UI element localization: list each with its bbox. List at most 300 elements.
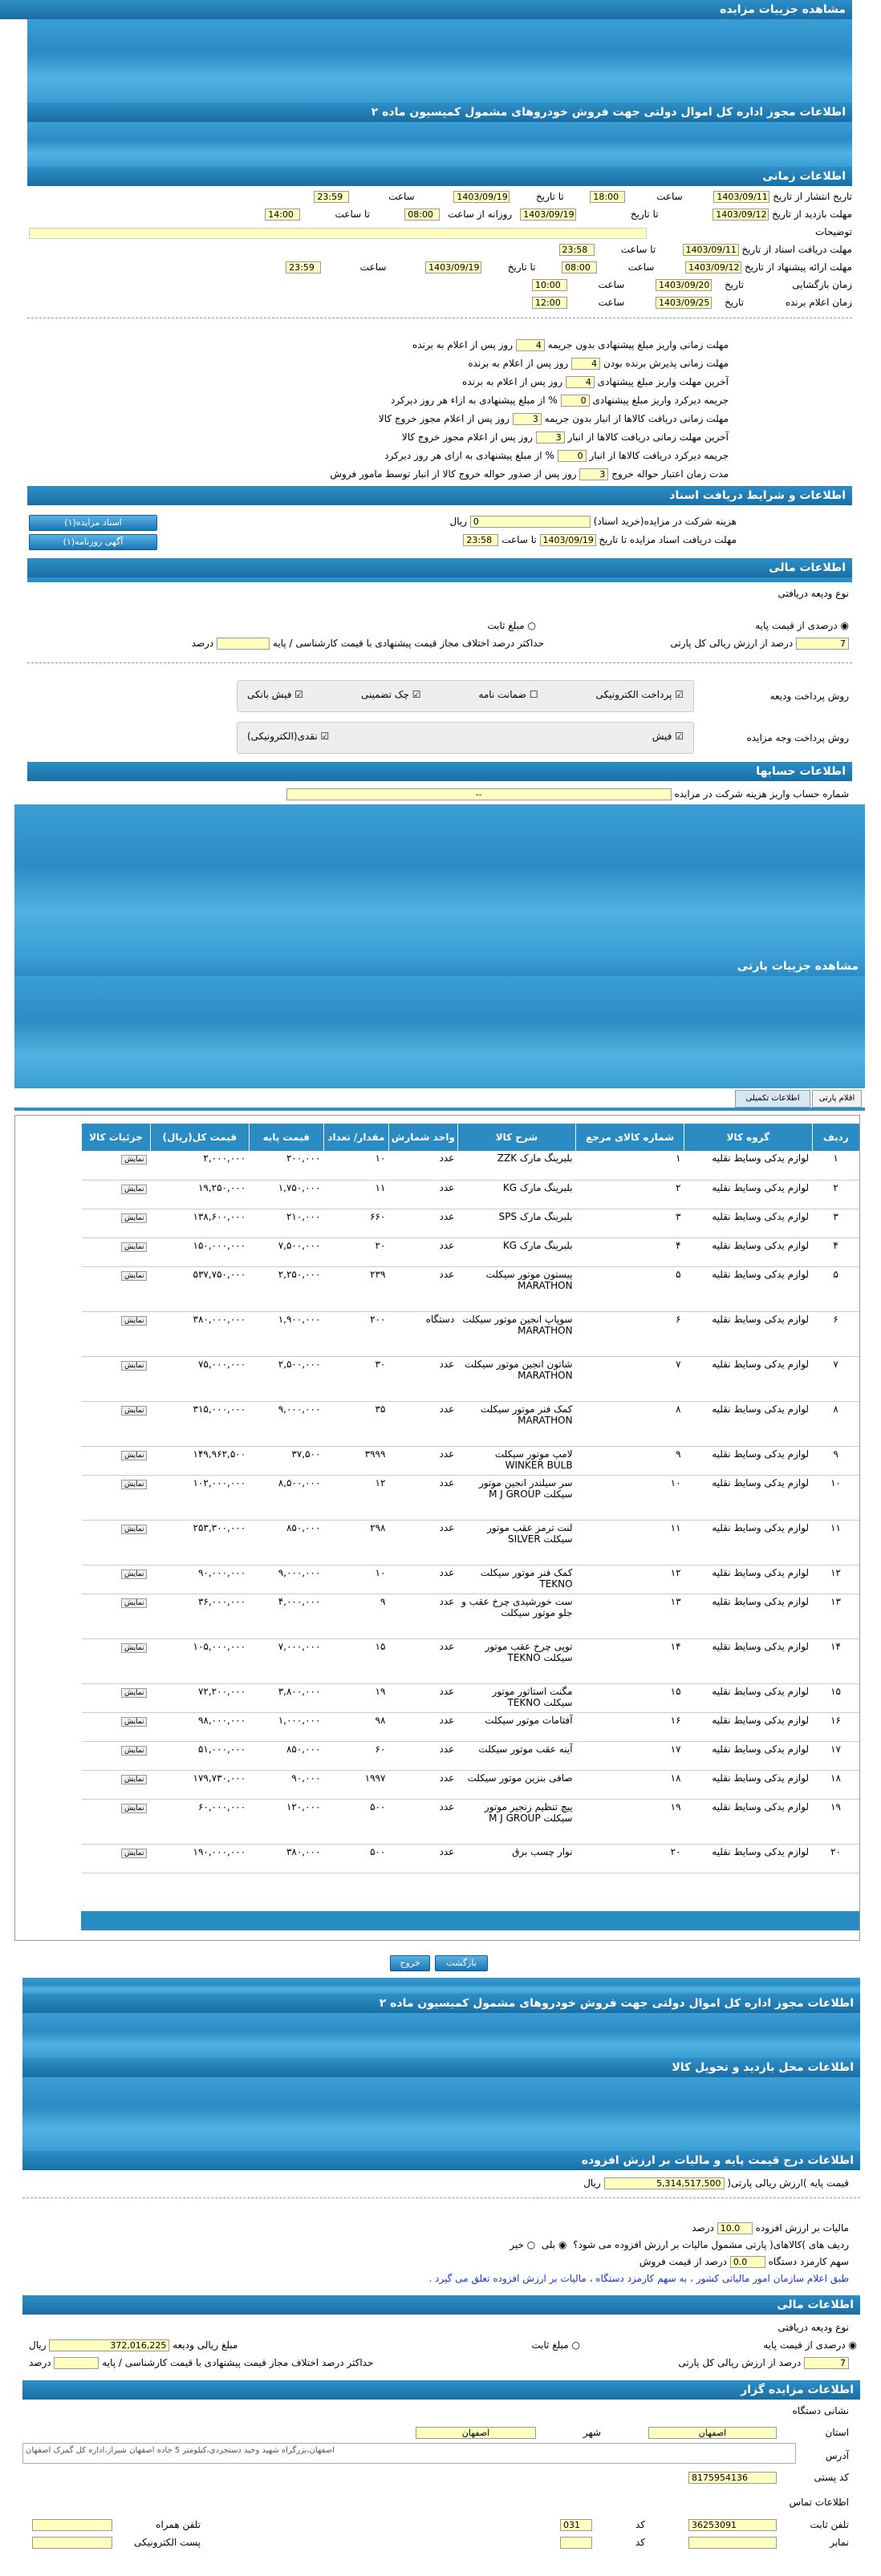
fax-row: نمابر کد (560, 2534, 849, 2550)
city-field[interactable]: اصفهان (416, 2427, 536, 2439)
table-cell: ۳,۸۰۰,۰۰۰ (249, 1683, 323, 1712)
table-cell: عدد (388, 1475, 457, 1520)
column-header: شماره کالای مرجع (576, 1124, 684, 1151)
table-row (82, 1844, 860, 1873)
table-cell: ۱۷۹,۷۳۰,۰۰۰ (150, 1770, 249, 1799)
show-details-button[interactable]: نمایش (121, 1451, 147, 1460)
rule-label: جریمه دیرکرد دریافت کالاها از انبار (589, 450, 729, 461)
show-details-button[interactable]: نمایش (121, 1242, 147, 1252)
deposit-type2-label: نوع ودیعه دریافتی (777, 2322, 849, 2333)
table-row (82, 1520, 860, 1565)
show-details-button[interactable]: نمایش (121, 1480, 147, 1489)
doc-deadline-time-field[interactable]: 23:58 (463, 534, 498, 546)
deposit-percent-row: ◉ درصدی از قیمت پایه (755, 620, 849, 631)
publish-to-time-field[interactable]: 23:59 (314, 191, 349, 203)
deposit-diff-row: حداکثر درصد اختلاف مجاز قیمت پیشنهادی با قیمت کارشناسی / پایه درصد (191, 638, 544, 649)
winner-date-field[interactable]: 1403/09/25 (656, 297, 712, 309)
docs-from-field[interactable]: 1403/09/11 (683, 244, 739, 256)
table-cell: ۲ (576, 1180, 684, 1209)
section-header-conditions: اطلاعات و شرایط دریافت اسناد (27, 486, 852, 505)
table-cell: ۱۴۹,۹۶۲,۵۰۰ (150, 1446, 249, 1475)
deposit2-percent-field[interactable]: 7 (804, 2357, 849, 2369)
tab-extra-info[interactable]: اطلاعات تکمیلی (735, 1090, 810, 1108)
show-details-button[interactable]: نمایش (121, 1185, 147, 1194)
table-cell: کمک فنر موتور سیکلت MARATHON (457, 1401, 575, 1446)
table-cell: سر سیلندر انجین موتور سیکلت M J GROUP (457, 1475, 575, 1520)
lower-top-bar (22, 1978, 860, 1994)
table-cell: ۹ (323, 1594, 388, 1638)
tab-party-items[interactable]: اقلام پارتی (812, 1090, 862, 1108)
deposit2-amount-row: مبلغ ریالی ودیعه 372,016,225 ریال (29, 2339, 238, 2351)
rule-suffix: روز پس از صدور حواله خروج کالا از انبار توسط مامور فروش (330, 468, 577, 480)
rule-suffix: روز پس از اعلام به برنده (462, 376, 563, 387)
table-cell: ۱ (576, 1151, 684, 1180)
table-cell: ۱۹۰,۰۰۰,۰۰۰ (150, 1844, 249, 1873)
base-price-field[interactable]: 5,314,517,500 (604, 2177, 725, 2189)
rule-value-field[interactable]: 3 (513, 413, 542, 425)
address-row: آدرس (825, 2450, 849, 2461)
goods-table (81, 1124, 859, 1873)
vat-include-row: ردیف های )کالاهای( پارتی مشمول مالیات بر ارزش افزوده می شود؟ ◉ بلی ○ خیر (510, 2239, 849, 2250)
doc-fee-row: هزینه شرکت در مزایده(خرید اسناد) 0 ریال (449, 516, 737, 527)
desc-row: توضیحات (814, 226, 852, 237)
table-cell: پیستون موتور سیکلت MARATHON (457, 1266, 575, 1311)
table-cell: لوازم یدکی وسایط نقلیه (684, 1594, 813, 1638)
detail-cell (82, 1741, 151, 1770)
detail-cell (82, 1638, 151, 1683)
table-row (82, 1683, 860, 1712)
goods-table-panel (14, 1115, 860, 1941)
show-details-button[interactable]: نمایش (121, 1316, 147, 1326)
table-cell: لوازم یدکی وسایط نقلیه (684, 1475, 813, 1520)
table-row (82, 1594, 860, 1638)
table-cell: مگنت استاتور موتور سیکلت TEKNO (457, 1683, 575, 1712)
deposit2-diff-field[interactable] (54, 2357, 99, 2369)
table-cell: عدد (388, 1356, 457, 1401)
detail-cell (82, 1770, 151, 1799)
rule-value-field[interactable]: 3 (579, 468, 608, 480)
deposit2-amount-field[interactable]: 372,016,225 (49, 2339, 169, 2351)
visit-panel (22, 2077, 860, 2151)
account-field[interactable]: -- (286, 788, 672, 800)
table-row (82, 1151, 860, 1180)
table-cell: لوازم یدکی وسایط نقلیه (684, 1237, 813, 1266)
radio-no-icon[interactable]: ○ (526, 2239, 536, 2250)
deposit-fixed-row: ○ مبلغ ثابت (487, 620, 536, 631)
publish-from-field[interactable]: 1403/09/11 (713, 191, 769, 203)
show-details-button[interactable]: نمایش (121, 1643, 147, 1653)
offer-to-time-field[interactable]: 23:59 (286, 261, 321, 273)
fax-field[interactable] (688, 2537, 777, 2549)
rule-value-field[interactable]: 0 (561, 395, 590, 407)
table-cell: ۲,۲۵۰,۰۰۰ (249, 1266, 323, 1311)
table-cell: لوازم یدکی وسایط نقلیه (684, 1209, 813, 1237)
table-cell: لوازم یدکی وسایط نقلیه (684, 1770, 813, 1799)
tab-bar (14, 1108, 865, 1111)
rule-value-field[interactable]: 4 (516, 339, 545, 351)
winner-row: زمان اعلام برنده تاریخ 1403/09/25 ساعت 12:00 (532, 294, 852, 310)
deposit2-percent-row: ◉ درصدی از قیمت پایه (763, 2339, 857, 2351)
table-cell: ۱۶ (576, 1712, 684, 1741)
table-cell: لوازم یدکی وسایط نقلیه (684, 1266, 813, 1311)
province-field[interactable]: اصفهان (648, 2427, 777, 2439)
rule-value-field[interactable]: 4 (566, 376, 595, 388)
visit-daily-to-field[interactable]: 14:00 (265, 209, 300, 221)
exit-button[interactable]: خروج (390, 1955, 430, 1971)
table-cell: ۱۹ (576, 1799, 684, 1844)
table-row (82, 1475, 860, 1520)
table-cell: ۱۹ (323, 1683, 388, 1712)
show-details-button[interactable]: نمایش (121, 1155, 147, 1164)
table-cell: ۱۰۲,۰۰۰,۰۰۰ (150, 1475, 249, 1520)
table-cell: عدد (388, 1151, 457, 1180)
table-cell: ۴ (576, 1237, 684, 1266)
rule-label: آخرین مهلت زمانی دریافت کالاها از انبار (567, 431, 729, 443)
table-row (82, 1237, 860, 1266)
deposit2-value-row: 7 درصد از ارزش ریالی کل پارتی (678, 2355, 849, 2371)
column-header: شرح کالا (457, 1124, 575, 1151)
table-cell: عدد (388, 1237, 457, 1266)
divider (27, 662, 852, 663)
phone-row: تلفن ثابت 36253091 کد 031 (560, 2517, 849, 2533)
table-row (82, 1180, 860, 1209)
table-cell: ۵ (576, 1266, 684, 1311)
vat-row: مالیات بر ارزش افزوده 10.0 درصد (692, 2222, 849, 2234)
table-cell: ۳۶,۰۰۰,۰۰۰ (150, 1594, 249, 1638)
pay-deposit-option[interactable]: ☑ پرداخت الکترونیکی (595, 689, 684, 700)
table-cell: ۲۵۳,۳۰۰,۰۰۰ (150, 1520, 249, 1565)
table-cell: ۴,۰۰۰,۰۰۰ (249, 1594, 323, 1638)
fax-code-field[interactable] (560, 2537, 592, 2549)
detail-cell (82, 1446, 151, 1475)
table-cell: ۱۳ (812, 1594, 859, 1638)
pay-auction-option[interactable]: ☑ فیش (652, 731, 684, 742)
table-cell: ۹۰,۰۰۰,۰۰۰ (150, 1565, 249, 1594)
publish-time-field[interactable]: 18:00 (590, 191, 625, 203)
open-time-field[interactable]: 10:00 (532, 279, 567, 291)
table-cell: ۸,۵۰۰,۰۰۰ (249, 1475, 323, 1520)
email-row: پست الکترونیکی (32, 2534, 201, 2550)
table-cell: ۸ (576, 1401, 684, 1446)
table-cell: ۲ (812, 1180, 859, 1209)
rule-row (402, 429, 729, 445)
rule-suffix: % از مبلغ پیشنهادی به ازاء هر روز دیرکرد (390, 395, 558, 406)
pay-auction-option[interactable]: ☑ نقدی(الکترونیکی) (247, 731, 330, 742)
table-cell: ۲۰ (812, 1844, 859, 1873)
table-cell: ۷۵,۰۰۰,۰۰۰ (150, 1356, 249, 1401)
table-cell: ۷۲,۲۰۰,۰۰۰ (150, 1683, 249, 1712)
vat-field[interactable]: 10.0 (717, 2222, 753, 2234)
table-cell: عدد (388, 1180, 457, 1209)
address-field[interactable]: اصفهان،بزرگراه شهید وحید دستجردی،کیلومتر 5 جاده اصفهان شیراز،اداره کل گمرک اصفهان (22, 2443, 796, 2464)
table-cell: ۱۷ (812, 1741, 859, 1770)
winner-time-field[interactable]: 12:00 (532, 297, 567, 309)
table-cell: لوازم یدکی وسایط نقلیه (684, 1151, 813, 1180)
table-cell: ۱۲۰,۰۰۰ (249, 1799, 323, 1844)
show-details-button[interactable]: نمایش (121, 1361, 147, 1371)
deposit-diff-field[interactable] (217, 638, 270, 650)
license2-panel (22, 2013, 860, 2058)
table-cell: ۲,۰۰۰,۰۰۰ (150, 1151, 249, 1180)
rule-label: جریمه دیرکرد واریز مبلغ پیشنهادی (592, 395, 729, 406)
radio-yes-icon[interactable]: ◉ (558, 2239, 567, 2250)
visit-daily-from-field[interactable]: 08:00 (404, 209, 440, 221)
table-row (82, 1565, 860, 1594)
radio-fixed2-icon[interactable]: ○ (571, 2339, 580, 2351)
table-cell: ۱۰ (323, 1151, 388, 1180)
table-row (82, 1712, 860, 1741)
table-cell: عدد (388, 1266, 457, 1311)
table-cell: لوازم یدکی وسایط نقلیه (684, 1844, 813, 1873)
table-cell: ۳۹۹۹ (323, 1446, 388, 1475)
table-cell: ۹,۰۰۰,۰۰۰ (249, 1565, 323, 1594)
checkbox-icon[interactable]: ☑ (412, 689, 421, 700)
postal-field[interactable]: 8175954136 (688, 2472, 777, 2484)
deposit-percent-field[interactable]: 7 (796, 638, 849, 650)
rule-label: مهلت زمانی واریز مبلغ پیشنهادی بدون جریمه (547, 339, 729, 350)
show-details-button[interactable]: نمایش (121, 1804, 147, 1813)
detail-cell (82, 1401, 151, 1446)
table-cell: ۱۴ (576, 1638, 684, 1683)
table-cell: ۷,۰۰۰,۰۰۰ (249, 1638, 323, 1683)
table-cell: ۱۵ (323, 1638, 388, 1683)
show-details-button[interactable]: نمایش (121, 1271, 147, 1281)
detail-cell (82, 1565, 151, 1594)
table-cell: آینه عقب موتور سیکلت (457, 1741, 575, 1770)
offer-to-field[interactable]: 1403/09/19 (425, 261, 481, 273)
table-cell: ۳۸۰,۰۰۰ (249, 1844, 323, 1873)
table-cell: عدد (388, 1401, 457, 1446)
newspaper-ad-button[interactable]: آگهی روزنامه(۱) (29, 534, 157, 550)
open-date-field[interactable]: 1403/09/20 (656, 279, 712, 291)
visit-from-field[interactable]: 1403/09/12 (713, 209, 769, 221)
table-cell: ۱۹ (812, 1799, 859, 1844)
rule-value-field[interactable]: 0 (558, 450, 587, 462)
table-cell: ۹,۰۰۰,۰۰۰ (249, 1401, 323, 1446)
show-details-button[interactable]: نمایش (121, 1775, 147, 1784)
table-row (82, 1741, 860, 1770)
doc-fee-field[interactable]: 0 (470, 516, 591, 528)
column-header: قیمت پایه (249, 1124, 323, 1151)
rule-row (384, 448, 729, 464)
table-cell: ۲۹۸ (323, 1520, 388, 1565)
detail-cell (82, 1799, 151, 1844)
table-cell: ۲۱۰,۰۰۰ (249, 1209, 323, 1237)
table-cell: ۵۰۰ (323, 1844, 388, 1873)
pay-deposit-option[interactable]: ☑ فیش بانکی (247, 689, 304, 700)
section-header-financial2: اطلاعات مالی (22, 2295, 860, 2315)
table-cell: ۱۵ (812, 1683, 859, 1712)
radio-percent2-icon[interactable]: ◉ (848, 2339, 857, 2351)
table-cell: ۲,۵۰۰,۰۰۰ (249, 1356, 323, 1401)
description-field[interactable] (29, 228, 647, 239)
checkbox-icon[interactable]: ☑ (675, 689, 684, 700)
table-cell: آفتامات موتور سیکلت (457, 1712, 575, 1741)
table-cell: ۶ (812, 1311, 859, 1356)
tax-note: طبق اعلام سازمان امور مالیاتی کشور ، به سهم کارمزد دستگاه ، مالیات بر ارزش افزوده تعلق می گیرد . (428, 2273, 849, 2284)
rule-row (379, 411, 729, 427)
table-cell: ۳۵ (323, 1401, 388, 1446)
table-cell: عدد (388, 1594, 457, 1638)
accounts-panel (14, 804, 865, 957)
mobile-field[interactable] (32, 2519, 112, 2531)
table-cell: ۱,۷۵۰,۰۰۰ (249, 1180, 323, 1209)
rule-suffix: روز پس از اعلام مجوز خروج کالا (378, 413, 510, 424)
contact-title: اطلاعات تماس (789, 2497, 849, 2508)
table-cell: بلبرینگ مارک ZZK (457, 1151, 575, 1180)
offer-from-field[interactable]: 1403/09/12 (685, 261, 741, 273)
table-cell: ۷ (812, 1356, 859, 1401)
pay-deposit-option[interactable]: ☐ ضمانت نامه (478, 689, 538, 700)
table-cell: ۹۸ (323, 1712, 388, 1741)
table-cell: ۱۰ (323, 1565, 388, 1594)
section-header-financial: اطلاعات مالی (27, 558, 852, 577)
rule-value-field[interactable]: 3 (536, 431, 565, 444)
show-details-button[interactable]: نمایش (121, 1717, 147, 1727)
deposit-percent-value-row: 7 درصد از ارزش ریالی کل پارتی (670, 635, 849, 651)
show-details-button[interactable]: نمایش (121, 1598, 147, 1608)
table-cell: ۱۱ (576, 1520, 684, 1565)
detail-cell (82, 1209, 151, 1237)
detail-cell (82, 1683, 151, 1712)
detail-cell (82, 1180, 151, 1209)
offer-row: مهلت ارائه پیشنهاد از تاریخ 1403/09/12 ساعت 08:00 تا تاریخ 1403/09/19 ساعت 23:59 (286, 259, 852, 275)
table-cell: ۱۳۸,۶۰۰,۰۰۰ (150, 1209, 249, 1237)
table-cell: ۹۰,۰۰۰ (249, 1770, 323, 1799)
table-cell: ۶۶۰ (323, 1209, 388, 1237)
table-cell: ۴ (812, 1237, 859, 1266)
doc-deadline-field[interactable]: 1403/09/19 (540, 534, 596, 546)
rule-suffix: روز پس از اعلام مجوز خروج کالا (401, 431, 533, 443)
table-cell: ۱ (812, 1151, 859, 1180)
email-field[interactable] (32, 2537, 112, 2549)
table-cell: لوازم یدکی وسایط نقلیه (684, 1356, 813, 1401)
account-row: شماره حساب واریز هزینه شرکت در مزایده -- (286, 786, 849, 802)
table-cell: ۷ (576, 1356, 684, 1401)
visit-to-field[interactable]: 1403/09/19 (520, 209, 576, 221)
rule-label: مهلت زمانی دریافت کالاها از انبار بدون جریمه (544, 413, 729, 424)
detail-cell (82, 1311, 151, 1356)
radio-fixed-icon[interactable]: ○ (527, 620, 536, 631)
rule-label: مدت زمان اعتبار حواله خروج (611, 468, 729, 480)
checkbox-icon[interactable]: ☑ (675, 731, 684, 742)
table-row (82, 1209, 860, 1237)
fee-field[interactable]: 0.0 (730, 2256, 765, 2268)
section-header-license2: اطلاعات مجوز اداره کل اموال دولتی جهت فروش خودروهای مشمول کمیسیون ماده ۲ (22, 1994, 860, 2013)
pay-deposit-label: روش پرداخت ودیعه (769, 691, 849, 702)
section-header-license: اطلاعات مجوز اداره کل اموال دولتی جهت فروش خودروهای مشمول کمیسیون ماده ۲ (27, 103, 852, 122)
rule-suffix: روز پس از اعلام به برنده (412, 339, 514, 350)
table-cell: عدد (388, 1520, 457, 1565)
table-row (82, 1770, 860, 1799)
detail-cell (82, 1844, 151, 1873)
table-cell: لوازم یدکی وسایط نقلیه (684, 1311, 813, 1356)
show-details-button[interactable]: نمایش (121, 1569, 147, 1579)
rule-value-field[interactable]: 4 (571, 358, 600, 370)
table-cell: ۱۰ (812, 1475, 859, 1520)
table-cell: ۵۳۷,۷۵۰,۰۰۰ (150, 1266, 249, 1311)
table-cell: عدد (388, 1565, 457, 1594)
table-cell: لوازم یدکی وسایط نقلیه (684, 1180, 813, 1209)
table-cell: لوازم یدکی وسایط نقلیه (684, 1401, 813, 1446)
section-header-accounts: اطلاعات حسابها (27, 762, 852, 781)
table-cell: ۲۰۰ (323, 1311, 388, 1356)
show-details-button[interactable]: نمایش (121, 1525, 147, 1534)
open-row: زمان بازگشایی تاریخ 1403/09/20 ساعت 10:00 (532, 277, 852, 293)
table-cell: ۱۴ (812, 1638, 859, 1683)
phone-field[interactable]: 36253091 (688, 2519, 777, 2531)
section-header-time: اطلاعات زمانی (27, 167, 852, 186)
section-header-details: مشاهده جزییات مزایده (0, 0, 852, 19)
show-details-button[interactable]: نمایش (121, 1406, 147, 1416)
publish-to-field[interactable]: 1403/09/19 (453, 191, 510, 203)
table-cell: کمک فنر موتور سیکلت TEKNO (457, 1565, 575, 1594)
show-details-button[interactable]: نمایش (121, 1849, 147, 1858)
pay-deposit-option[interactable]: ☑ چک تضمینی (360, 689, 421, 700)
table-cell: ۹ (576, 1446, 684, 1475)
table-cell: ۷,۵۰۰,۰۰۰ (249, 1237, 323, 1266)
detail-cell (82, 1475, 151, 1520)
table-cell: پیچ تنظیم زنجیر موتور سیکلت M J GROUP (457, 1799, 575, 1844)
table-cell: عدد (388, 1712, 457, 1741)
table-cell: ۱۸ (576, 1770, 684, 1799)
table-cell: لوازم یدکی وسایط نقلیه (684, 1712, 813, 1741)
checkbox-icon[interactable]: ☑ (320, 731, 330, 742)
table-cell: توپی چرخ عقب موتور سیکلت TEKNO (457, 1638, 575, 1683)
base-price-row: قیمت پایه )ارزش ریالی پارتی( 5,314,517,500 ریال (583, 2177, 849, 2189)
table-cell: لوازم یدکی وسایط نقلیه (684, 1446, 813, 1475)
visit-row: مهلت بازدید از تاریخ 1403/09/12 تا تاریخ 1403/09/19 روزانه از ساعت 08:00 تا ساعت 14:00 (265, 206, 852, 222)
back-button[interactable]: بازگشت (435, 1955, 488, 1971)
rule-suffix: % از مبلغ پیشنهادی به ازای هر روز دیرکرد (384, 450, 554, 461)
docs-time-row: مهلت دریافت اسناد از تاریخ 1403/09/11 تا ساعت 23:58 (559, 241, 852, 257)
show-details-button[interactable]: نمایش (121, 1746, 147, 1756)
table-cell: ۳ (576, 1209, 684, 1237)
show-details-button[interactable]: نمایش (121, 1688, 147, 1698)
show-details-button[interactable]: نمایش (121, 1213, 147, 1223)
phone-code-field[interactable]: 031 (560, 2519, 592, 2531)
table-cell: ۱,۰۰۰,۰۰۰ (249, 1712, 323, 1741)
table-cell: بلبرینگ مارک SPS (457, 1209, 575, 1237)
table-cell: ۱۱ (323, 1180, 388, 1209)
table-cell: ۶۰,۰۰۰,۰۰۰ (150, 1799, 249, 1844)
table-row (82, 1799, 860, 1844)
checkbox-icon[interactable]: ☐ (529, 689, 538, 700)
detail-cell (82, 1151, 151, 1180)
table-cell: ۵۰۰ (323, 1799, 388, 1844)
section-header-visit: اطلاعات محل بازدید و تحویل کالا (22, 2058, 860, 2077)
table-cell: بلبرینگ مارک KG (457, 1180, 575, 1209)
offer-time-field[interactable]: 08:00 (562, 261, 597, 273)
table-cell: عدد (388, 1741, 457, 1770)
docs-to-field[interactable]: 23:58 (559, 244, 595, 256)
table-cell: ۱۵۰,۰۰۰,۰۰۰ (150, 1237, 249, 1266)
table-cell: لوازم یدکی وسایط نقلیه (684, 1683, 813, 1712)
financial-bar (27, 577, 852, 582)
postal-row: کد پستی 8175954136 (688, 2469, 849, 2485)
detail-cell (82, 1520, 151, 1565)
mobile-row: تلفن همراه (32, 2517, 201, 2533)
checkbox-icon[interactable]: ☑ (294, 689, 304, 700)
table-cell: سوپاپ انجین موتور سیکلت MARATHON (457, 1311, 575, 1356)
column-header: ردیف (812, 1124, 859, 1151)
auction-docs-button[interactable]: اسناد مزایده(۱) (29, 515, 157, 531)
table-cell: ۵ (812, 1266, 859, 1311)
rule-row (412, 337, 729, 353)
radio-percent-icon[interactable]: ◉ (840, 620, 849, 631)
table-cell: ۵۱,۰۰۰,۰۰۰ (150, 1741, 249, 1770)
detail-cell (82, 1237, 151, 1266)
